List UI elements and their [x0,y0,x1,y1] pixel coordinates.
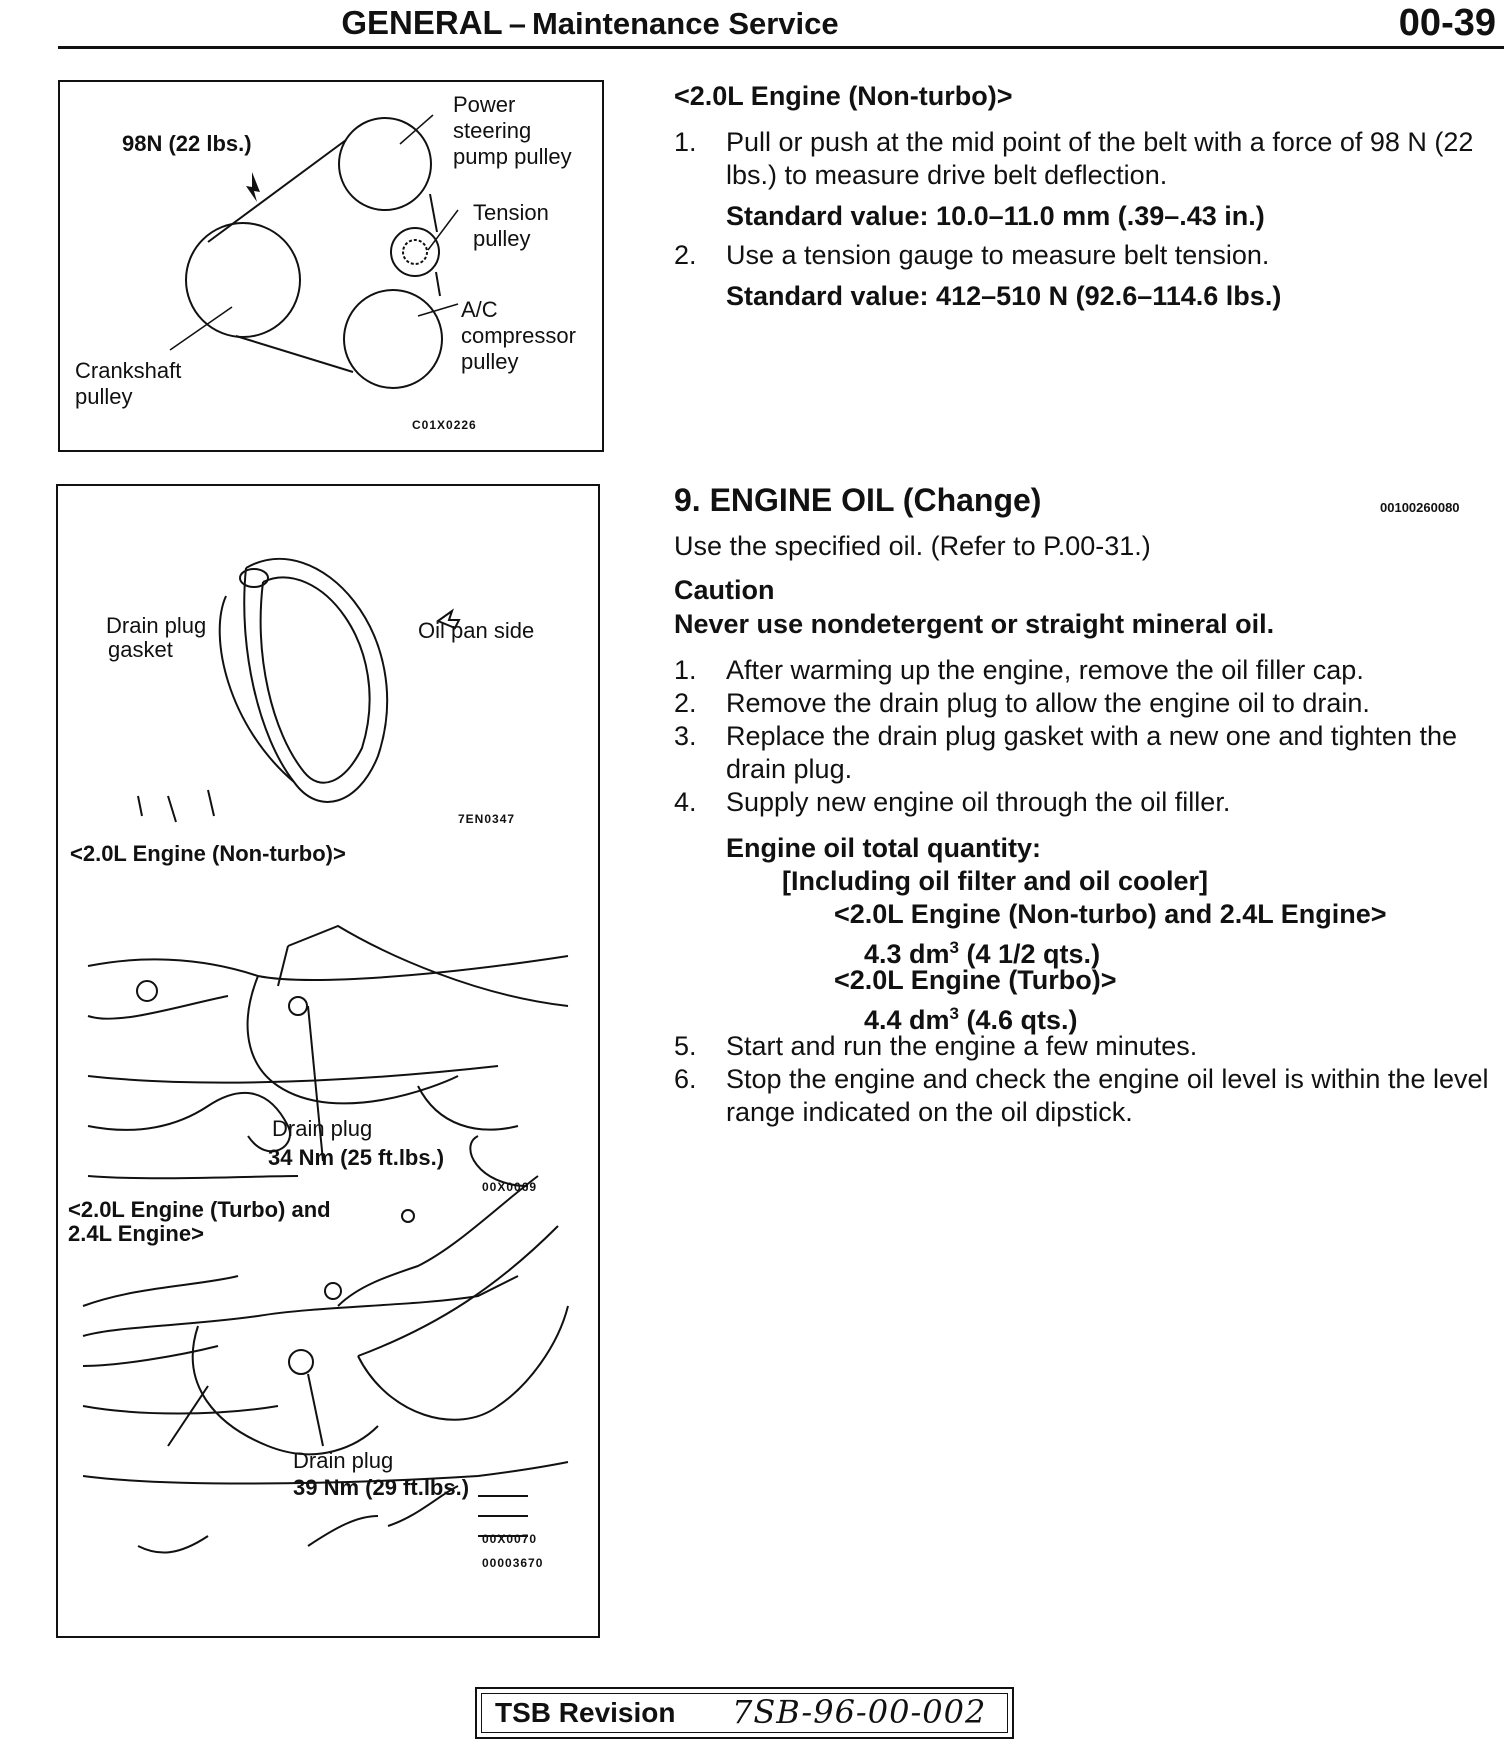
oil-figure [56,484,600,1638]
tsb-handwritten-number: 7SB-96-00-002 [732,1693,987,1731]
torque-label: 34 Nm (25 ft.lbs.) [268,1145,445,1170]
list-item: 6. Stop the engine and check the engine oil level is within the level range indicated on the oil dipstick. [674,1064,1489,1127]
belt-figure [58,80,604,452]
nonturbo-heading: <2.0L Engine (Non-turbo)> [70,841,346,866]
list-item: 1. Pull or push at the mid point of the belt with a force of 98 N (22 lbs.) to measure drive belt deflection. Standard value: 10.0–11.0 mm (.39–.43 in.) [674,126,1496,233]
torque-label: 39 Nm (29 ft.lbs.) [293,1475,470,1500]
figure-code: C01X0226 [412,418,477,432]
spec-value: Standard value: 412–510 N (92.6–114.6 lbs.) [726,281,1282,311]
caution-title: Caution [674,575,775,605]
oil-intro: Use the specified oil. (Refer to P.00-31.) [674,531,1151,561]
tsb-label: TSB Revision [495,1697,676,1728]
section-code: 00100260080 [1380,500,1460,515]
tension-pulley-label: Tension pulley [473,200,549,251]
list-item: 3. Replace the drain plug gasket with a new one and tighten the drain plug. [674,721,1458,784]
list-item: 2. Remove the drain plug to allow the engine oil to drain. [674,688,1370,718]
quantity-nonturbo-heading: <2.0L Engine (Non-turbo) and 2.4L Engine> [834,899,1387,929]
quantity-turbo-heading: <2.0L Engine (Turbo)> [834,965,1117,995]
crankshaft-label: Crankshaft pulley [75,358,182,409]
header-section: GENERAL [341,4,503,41]
power-steering-label: Power steering pump pulley [453,92,572,169]
oil-steps [674,654,1502,819]
caution-text: Never use nondetergent or straight mineral oil. [674,609,1275,639]
tsb-revision-box [475,1687,1014,1739]
header-rule [58,46,1504,49]
list-item: 1. After warming up the engine, remove the oil filler cap. [674,655,1364,685]
header-subtitle: Maintenance Service [531,6,839,41]
figure-code: 7EN0347 [458,812,516,826]
belt-heading: <2.0L Engine (Non-turbo)> [674,81,1013,111]
page-number: 00-39 [1398,2,1496,44]
figure-code: 00X0069 [482,1180,538,1194]
drain-plug-label: Drain plug [293,1448,394,1473]
figure-code: 00X0070 [482,1532,538,1546]
list-item: 5. Start and run the engine a few minutes. [674,1031,1198,1061]
drain-plug-gasket-label: Drain plug gasket [106,613,207,662]
quantity-including: [Including oil filter and oil cooler] [782,866,1209,896]
drain-plug-2 [289,1350,313,1374]
tension-pulley [391,228,439,276]
ac-compressor-pulley [344,290,442,388]
figure-code: 00003670 [482,1556,544,1570]
ac-pulley-label: A/C compressor pulley [461,297,576,374]
quantity-value: 4.4 $dm^3$ (4.6 qts.) [864,1004,1078,1035]
quantity-title: Engine oil total quantity: [726,833,1041,863]
crankshaft-pulley [186,223,300,337]
page-header [0,4,1180,42]
power-steering-pulley [339,118,431,210]
drain-plug-label: Drain plug [272,1116,373,1141]
force-label: 98N (22 lbs.) [122,131,252,156]
drain-plug-1 [289,997,307,1015]
list-item: 4. Supply new engine oil through the oil filler. [674,787,1231,817]
oil-steps-continued [674,1030,1502,1129]
list-item: 2. Use a tension gauge to measure belt tension. Standard value: 412–510 N (92.6–114.6 lbs.) [674,239,1496,313]
turbo-heading: <2.0L Engine (Turbo) and 2.4L Engine> [68,1197,331,1246]
spec-value: Standard value: 10.0–11.0 mm (.39–.43 in.) [726,201,1265,231]
header-dash: – [508,6,526,41]
force-arrow [246,172,260,202]
quantity-value: 4.3 $dm^3$ (4 1/2 qts.) [864,938,1101,969]
belt-steps [674,126,1496,313]
oil-section-title: 9. ENGINE OIL (Change) [674,482,1042,518]
oil-pan-side-label: Oil pan side [418,618,535,643]
